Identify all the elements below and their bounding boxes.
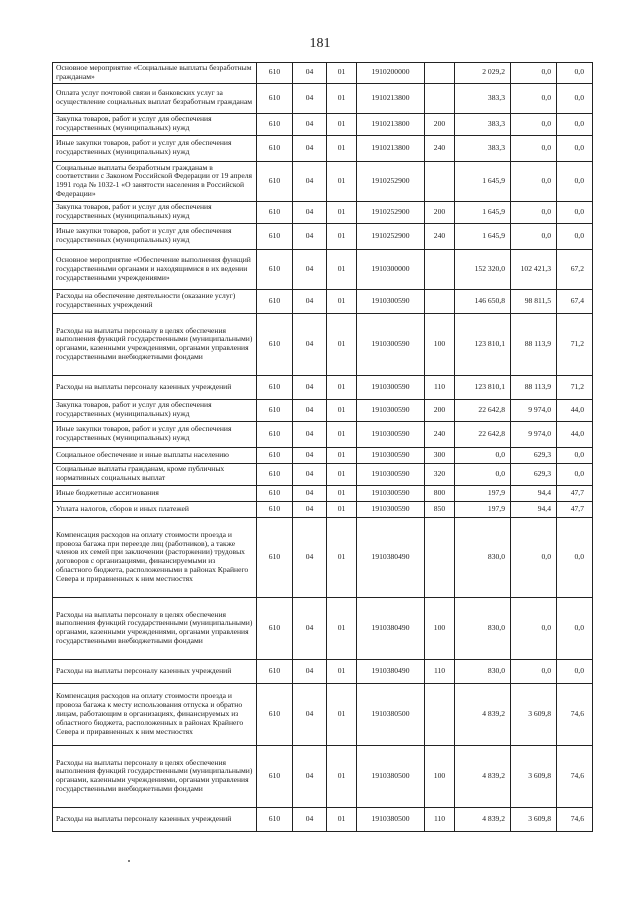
subsection-code: 01 (327, 597, 357, 659)
execution-percent: 71,2 (557, 375, 593, 399)
row-name: Закупка товаров, работ и услуг для обеспечения государственных (муниципальных) нужд (53, 201, 257, 223)
planned-amount: 197,9 (455, 501, 511, 517)
scan-speck (128, 860, 130, 862)
planned-amount: 830,0 (455, 597, 511, 659)
planned-amount: 4 839,2 (455, 807, 511, 831)
admin-code: 610 (257, 63, 293, 84)
planned-amount: 197,9 (455, 485, 511, 501)
row-name: Основное мероприятие «Социальные выплаты безработным гражданам» (53, 63, 257, 84)
row-name: Закупка товаров, работ и услуг для обеспечения государственных (муниципальных) нужд (53, 113, 257, 135)
row-name: Социальные выплаты гражданам, кроме публичных нормативных социальных выплат (53, 463, 257, 485)
admin-code: 610 (257, 161, 293, 201)
actual-amount: 3 609,8 (511, 683, 557, 745)
row-name: Расходы на выплаты персоналу в целях обеспечения выполнения функций государственными (муниципальными) органами, казенными учреждениями, органами управления государственными внебюджетными фондами (53, 745, 257, 807)
execution-percent: 0,0 (557, 113, 593, 135)
planned-amount: 830,0 (455, 517, 511, 597)
section-code: 04 (293, 683, 327, 745)
actual-amount: 0,0 (511, 113, 557, 135)
actual-amount: 0,0 (511, 135, 557, 161)
section-code: 04 (293, 463, 327, 485)
expense-type: 200 (425, 113, 455, 135)
expense-type: 110 (425, 375, 455, 399)
admin-code: 610 (257, 745, 293, 807)
section-code: 04 (293, 745, 327, 807)
target-article: 1910300000 (357, 249, 425, 289)
execution-percent: 44,0 (557, 399, 593, 421)
row-name: Социальные выплаты безработным гражданам в соответствии с Законом Российской Федерации от 19 апреля 1991 года № 1032-1 «О занятости населения в Российской Федерации» (53, 161, 257, 201)
row-name: Расходы на выплаты персоналу в целях обеспечения выполнения функций государственными (муниципальными) органами, казенными учреждениями, органами управления государственными внебюджетными фондами (53, 597, 257, 659)
execution-percent: 0,0 (557, 83, 593, 113)
planned-amount: 1 645,9 (455, 201, 511, 223)
expense-type: 100 (425, 745, 455, 807)
target-article: 1910300590 (357, 375, 425, 399)
expense-type: 320 (425, 463, 455, 485)
execution-percent: 74,6 (557, 745, 593, 807)
actual-amount: 0,0 (511, 161, 557, 201)
execution-percent: 0,0 (557, 135, 593, 161)
planned-amount: 383,3 (455, 83, 511, 113)
row-name: Оплата услуг почтовой связи и банковских услуг за осуществление социальных выплат безработным гражданам (53, 83, 257, 113)
subsection-code: 01 (327, 161, 357, 201)
actual-amount: 102 421,3 (511, 249, 557, 289)
admin-code: 610 (257, 501, 293, 517)
planned-amount: 152 320,0 (455, 249, 511, 289)
admin-code: 610 (257, 289, 293, 313)
admin-code: 610 (257, 249, 293, 289)
section-code: 04 (293, 421, 327, 447)
table-row (53, 807, 593, 831)
budget-table (52, 62, 593, 832)
subsection-code: 01 (327, 249, 357, 289)
table-row (53, 659, 593, 683)
table-row (53, 201, 593, 223)
admin-code: 610 (257, 485, 293, 501)
target-article: 1910213800 (357, 135, 425, 161)
target-article: 1910380490 (357, 659, 425, 683)
section-code: 04 (293, 83, 327, 113)
target-article: 1910300590 (357, 289, 425, 313)
execution-percent: 0,0 (557, 447, 593, 463)
row-name: Социальное обеспечение и иные выплаты населению (53, 447, 257, 463)
admin-code: 610 (257, 399, 293, 421)
planned-amount: 4 839,2 (455, 683, 511, 745)
expense-type (425, 83, 455, 113)
expense-type: 850 (425, 501, 455, 517)
expense-type (425, 683, 455, 745)
row-name: Уплата налогов, сборов и иных платежей (53, 501, 257, 517)
admin-code: 610 (257, 421, 293, 447)
table-row (53, 113, 593, 135)
table-row (53, 223, 593, 249)
target-article: 1910213800 (357, 83, 425, 113)
section-code: 04 (293, 399, 327, 421)
table-row (53, 597, 593, 659)
expense-type: 200 (425, 201, 455, 223)
table-body (53, 63, 593, 832)
row-name: Закупка товаров, работ и услуг для обеспечения государственных (муниципальных) нужд (53, 399, 257, 421)
actual-amount: 0,0 (511, 223, 557, 249)
expense-type: 240 (425, 421, 455, 447)
execution-percent: 0,0 (557, 223, 593, 249)
row-name: Расходы на выплаты персоналу казенных учреждений (53, 659, 257, 683)
execution-percent: 67,4 (557, 289, 593, 313)
row-name: Расходы на выплаты персоналу казенных учреждений (53, 375, 257, 399)
planned-amount: 383,3 (455, 113, 511, 135)
expense-type: 110 (425, 807, 455, 831)
admin-code: 610 (257, 597, 293, 659)
target-article: 1910380500 (357, 745, 425, 807)
subsection-code: 01 (327, 63, 357, 84)
actual-amount: 0,0 (511, 83, 557, 113)
actual-amount: 0,0 (511, 659, 557, 683)
target-article: 1910252900 (357, 223, 425, 249)
target-article: 1910300590 (357, 421, 425, 447)
subsection-code: 01 (327, 447, 357, 463)
table-row (53, 447, 593, 463)
section-code: 04 (293, 63, 327, 84)
expense-type: 800 (425, 485, 455, 501)
section-code: 04 (293, 201, 327, 223)
target-article: 1910380490 (357, 597, 425, 659)
expense-type: 100 (425, 597, 455, 659)
page-number: 181 (309, 36, 331, 51)
target-article: 1910252900 (357, 161, 425, 201)
subsection-code: 01 (327, 463, 357, 485)
actual-amount: 88 113,9 (511, 375, 557, 399)
planned-amount: 146 650,8 (455, 289, 511, 313)
table-row (53, 375, 593, 399)
admin-code: 610 (257, 463, 293, 485)
subsection-code: 01 (327, 683, 357, 745)
admin-code: 610 (257, 517, 293, 597)
subsection-code: 01 (327, 501, 357, 517)
row-name: Иные закупки товаров, работ и услуг для обеспечения государственных (муниципальных) нужд (53, 135, 257, 161)
admin-code: 610 (257, 201, 293, 223)
target-article: 1910200000 (357, 63, 425, 84)
table-row (53, 135, 593, 161)
target-article: 1910300590 (357, 447, 425, 463)
subsection-code: 01 (327, 745, 357, 807)
row-name: Иные бюджетные ассигнования (53, 485, 257, 501)
subsection-code: 01 (327, 659, 357, 683)
section-code: 04 (293, 113, 327, 135)
target-article: 1910380500 (357, 683, 425, 745)
target-article: 1910300590 (357, 485, 425, 501)
section-code: 04 (293, 249, 327, 289)
admin-code: 610 (257, 447, 293, 463)
execution-percent: 74,6 (557, 683, 593, 745)
section-code: 04 (293, 485, 327, 501)
subsection-code: 01 (327, 421, 357, 447)
actual-amount: 9 974,0 (511, 421, 557, 447)
planned-amount: 22 642,8 (455, 421, 511, 447)
table-row (53, 421, 593, 447)
target-article: 1910380490 (357, 517, 425, 597)
execution-percent: 67,2 (557, 249, 593, 289)
planned-amount: 22 642,8 (455, 399, 511, 421)
actual-amount: 98 811,5 (511, 289, 557, 313)
subsection-code: 01 (327, 485, 357, 501)
subsection-code: 01 (327, 399, 357, 421)
section-code: 04 (293, 289, 327, 313)
expense-type (425, 517, 455, 597)
section-code: 04 (293, 375, 327, 399)
execution-percent: 0,0 (557, 659, 593, 683)
expense-type: 100 (425, 313, 455, 375)
target-article: 1910300590 (357, 313, 425, 375)
section-code: 04 (293, 807, 327, 831)
admin-code: 610 (257, 375, 293, 399)
target-article: 1910300590 (357, 501, 425, 517)
expense-type: 300 (425, 447, 455, 463)
section-code: 04 (293, 135, 327, 161)
planned-amount: 830,0 (455, 659, 511, 683)
subsection-code: 01 (327, 83, 357, 113)
actual-amount: 629,3 (511, 447, 557, 463)
table-row (53, 745, 593, 807)
subsection-code: 01 (327, 517, 357, 597)
expense-type (425, 289, 455, 313)
execution-percent: 74,6 (557, 807, 593, 831)
planned-amount: 0,0 (455, 447, 511, 463)
execution-percent: 0,0 (557, 463, 593, 485)
target-article: 1910300590 (357, 399, 425, 421)
execution-percent: 0,0 (557, 161, 593, 201)
admin-code: 610 (257, 313, 293, 375)
admin-code: 610 (257, 223, 293, 249)
row-name: Компенсация расходов на оплату стоимости проезда и провоза багажа при переезде лиц (работников), а также членов их семей при заключении (расторжении) трудовых договоров с организациями, финансируемыми из областного бюджета, расположенными в районах Крайнего Севера и приравненных к ним местностях (53, 517, 257, 597)
section-code: 04 (293, 313, 327, 375)
expense-type: 110 (425, 659, 455, 683)
row-name: Иные закупки товаров, работ и услуг для обеспечения государственных (муниципальных) нужд (53, 421, 257, 447)
table-row (53, 63, 593, 84)
subsection-code: 01 (327, 807, 357, 831)
actual-amount: 0,0 (511, 201, 557, 223)
execution-percent: 44,0 (557, 421, 593, 447)
section-code: 04 (293, 447, 327, 463)
section-code: 04 (293, 501, 327, 517)
expense-type (425, 249, 455, 289)
planned-amount: 123 810,1 (455, 313, 511, 375)
subsection-code: 01 (327, 223, 357, 249)
table-row (53, 161, 593, 201)
section-code: 04 (293, 161, 327, 201)
section-code: 04 (293, 659, 327, 683)
planned-amount: 2 029,2 (455, 63, 511, 84)
subsection-code: 01 (327, 113, 357, 135)
section-code: 04 (293, 597, 327, 659)
execution-percent: 0,0 (557, 63, 593, 84)
execution-percent: 0,0 (557, 201, 593, 223)
planned-amount: 383,3 (455, 135, 511, 161)
actual-amount: 0,0 (511, 597, 557, 659)
actual-amount: 0,0 (511, 517, 557, 597)
actual-amount: 3 609,8 (511, 745, 557, 807)
actual-amount: 9 974,0 (511, 399, 557, 421)
table-row (53, 313, 593, 375)
row-name: Расходы на обеспечение деятельности (оказание услуг) государственных учреждений (53, 289, 257, 313)
subsection-code: 01 (327, 289, 357, 313)
expense-type: 240 (425, 135, 455, 161)
expense-type (425, 63, 455, 84)
row-name: Расходы на выплаты персоналу казенных учреждений (53, 807, 257, 831)
admin-code: 610 (257, 683, 293, 745)
execution-percent: 0,0 (557, 517, 593, 597)
section-code: 04 (293, 223, 327, 249)
row-name: Основное мероприятие «Обеспечение выполнения функций государственными органами и находящимися в их ведении государственными учреждениями» (53, 249, 257, 289)
actual-amount: 94,4 (511, 485, 557, 501)
table-row (53, 249, 593, 289)
planned-amount: 1 645,9 (455, 223, 511, 249)
table-row (53, 485, 593, 501)
actual-amount: 94,4 (511, 501, 557, 517)
table-row (53, 83, 593, 113)
table-row (53, 289, 593, 313)
section-code: 04 (293, 517, 327, 597)
actual-amount: 0,0 (511, 63, 557, 84)
subsection-code: 01 (327, 201, 357, 223)
table-row (53, 399, 593, 421)
row-name: Иные закупки товаров, работ и услуг для обеспечения государственных (муниципальных) нужд (53, 223, 257, 249)
execution-percent: 0,0 (557, 597, 593, 659)
row-name: Компенсация расходов на оплату стоимости проезда и провоза багажа к месту использования отпуска и обратно лицам, работающим в организациях, финансируемых из областного бюджета, расположенных в районах Крайнего Севера и приравненных к ним местностях (53, 683, 257, 745)
target-article: 1910300590 (357, 463, 425, 485)
subsection-code: 01 (327, 135, 357, 161)
planned-amount: 4 839,2 (455, 745, 511, 807)
actual-amount: 629,3 (511, 463, 557, 485)
expense-type (425, 161, 455, 201)
admin-code: 610 (257, 113, 293, 135)
execution-percent: 71,2 (557, 313, 593, 375)
target-article: 1910213800 (357, 113, 425, 135)
table-row (53, 501, 593, 517)
execution-percent: 47,7 (557, 501, 593, 517)
target-article: 1910380500 (357, 807, 425, 831)
expense-type: 200 (425, 399, 455, 421)
table-row (53, 517, 593, 597)
table-row (53, 463, 593, 485)
admin-code: 610 (257, 807, 293, 831)
admin-code: 610 (257, 83, 293, 113)
expense-type: 240 (425, 223, 455, 249)
admin-code: 610 (257, 659, 293, 683)
table-row (53, 683, 593, 745)
actual-amount: 3 609,8 (511, 807, 557, 831)
planned-amount: 0,0 (455, 463, 511, 485)
row-name: Расходы на выплаты персоналу в целях обеспечения выполнения функций государственными (муниципальными) органами, казенными учреждениями, органами управления государственными внебюджетными фондами (53, 313, 257, 375)
execution-percent: 47,7 (557, 485, 593, 501)
planned-amount: 123 810,1 (455, 375, 511, 399)
subsection-code: 01 (327, 375, 357, 399)
planned-amount: 1 645,9 (455, 161, 511, 201)
subsection-code: 01 (327, 313, 357, 375)
actual-amount: 88 113,9 (511, 313, 557, 375)
target-article: 1910252900 (357, 201, 425, 223)
admin-code: 610 (257, 135, 293, 161)
